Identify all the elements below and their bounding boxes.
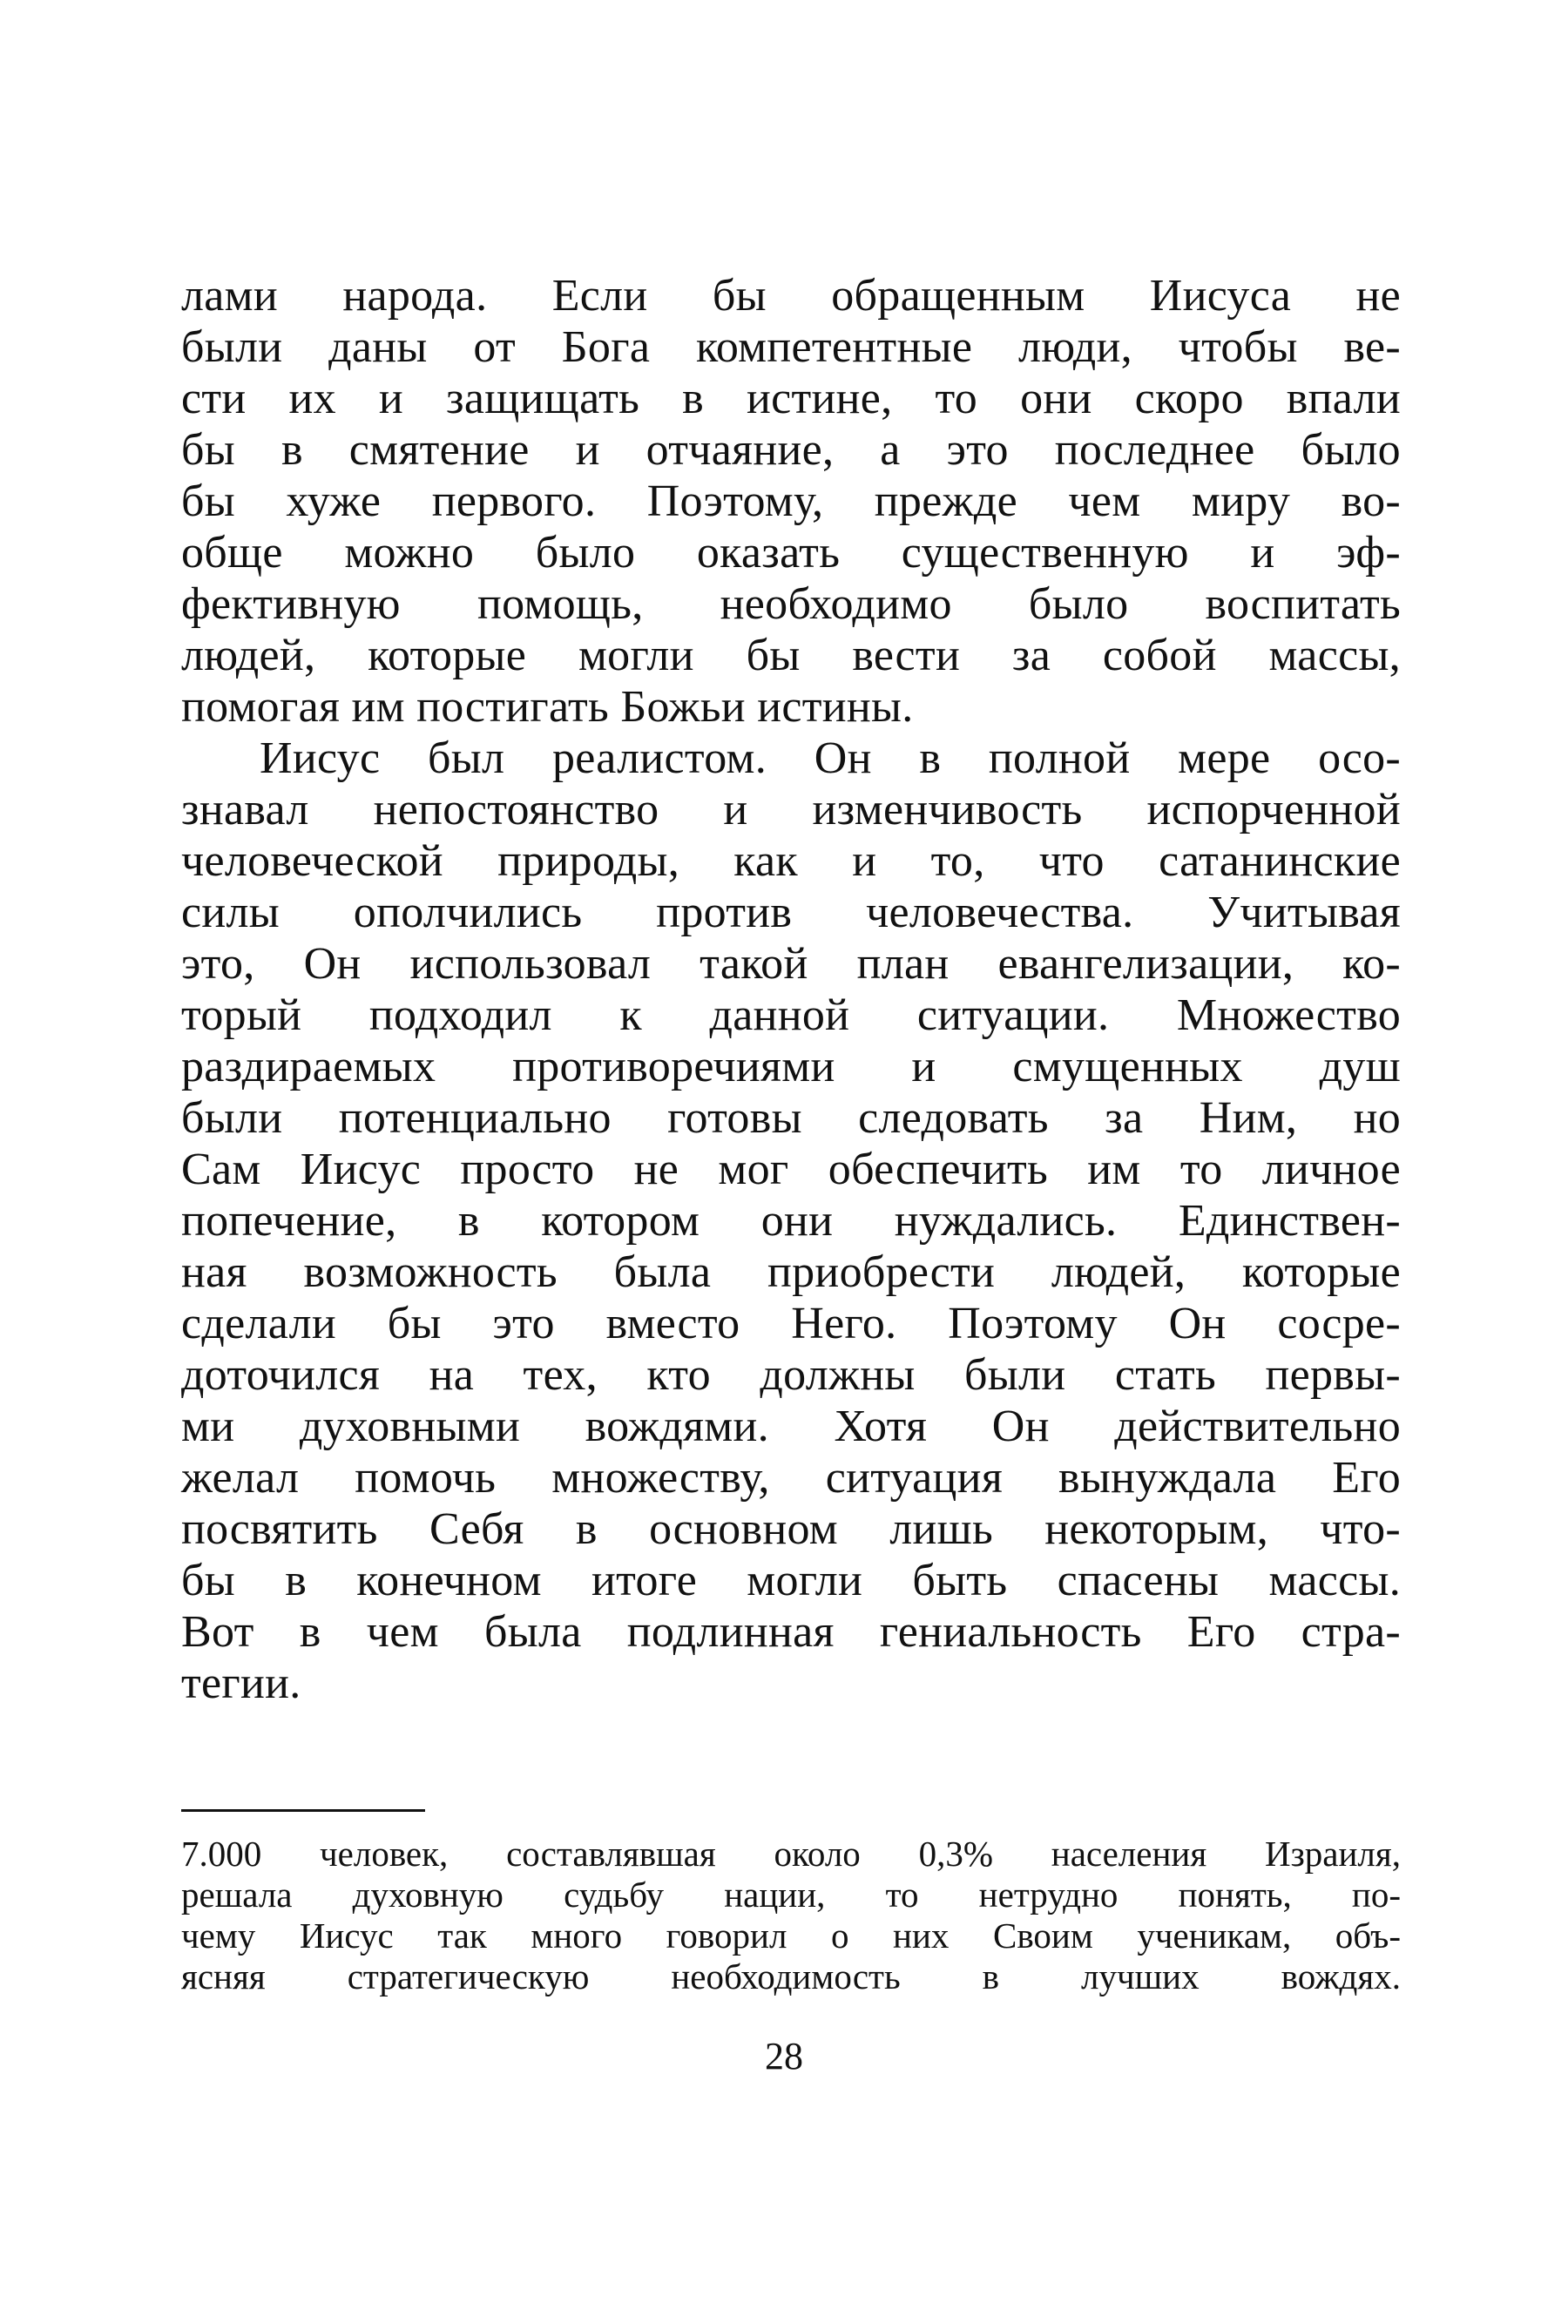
footnote xyxy=(181,1834,1401,1997)
text-line: фективную помощь, необходимо было воспитать xyxy=(181,579,1401,629)
main-text xyxy=(181,270,1401,1709)
text-line: Сам Иисус просто не мог обеспечить им то личное xyxy=(181,1145,1401,1194)
text-line: посвятить Себя в основном лишь некоторым, что- xyxy=(181,1504,1401,1554)
text-line: лами народа. Если бы обращенным Иисуса не xyxy=(181,271,1401,321)
text-line: были даны от Бога компетентные люди, чтобы ве- xyxy=(181,322,1401,372)
page-number: 28 xyxy=(765,2035,803,2077)
text-line: ми духовными вождями. Хотя Он действительно xyxy=(181,1402,1401,1451)
footnote-line: 7.000 человек, составлявшая около 0,3% населения Израиля, xyxy=(181,1834,1401,1874)
footnote-line: чему Иисус так много говорил о них Своим ученикам, объ- xyxy=(181,1915,1401,1956)
text-line: тегии. xyxy=(181,1659,301,1708)
text-line: сделали бы это вместо Него. Поэтому Он сосре- xyxy=(181,1299,1401,1348)
paragraph-1 xyxy=(181,270,1401,733)
text-line: бы в конечном итоге могли быть спасены массы. xyxy=(181,1556,1401,1605)
text-line: доточился на тех, кто должны были стать первы- xyxy=(181,1350,1401,1400)
text-line: попечение, в котором они нуждались. Единствен- xyxy=(181,1196,1401,1246)
text-line: обще можно было оказать существенную и эф- xyxy=(181,528,1401,578)
footnote-line: ясняя стратегическую необходимость в лучших вождях. xyxy=(181,1956,1401,1996)
text-line: торый подходил к данной ситуации. Множество xyxy=(181,990,1401,1040)
footnote-separator xyxy=(181,1809,425,1812)
text-line: Вот в чем была подлинная гениальность Его стра- xyxy=(181,1607,1401,1657)
text-line: силы ополчились против человечества. Учитывая xyxy=(181,888,1401,937)
text-line: людей, которые могли бы вести за собой массы, xyxy=(181,631,1401,680)
text-line: были потенциально готовы следовать за Ним, но xyxy=(181,1093,1401,1143)
text-line: знавал непостоянство и изменчивость испорченной xyxy=(181,785,1401,834)
text-line: бы в смятение и отчаяние, а это последнее было xyxy=(181,425,1401,475)
text-line: Иисус был реалистом. Он в полной мере осо- xyxy=(260,733,1401,783)
text-line: помогая им постигать Божьи истины. xyxy=(181,682,914,732)
footnote-line: решала духовную судьбу нации, то нетрудно понять, по- xyxy=(181,1875,1401,1915)
text-line: ная возможность была приобрести людей, которые xyxy=(181,1247,1401,1297)
text-line: бы хуже первого. Поэтому, прежде чем миру во- xyxy=(181,476,1401,526)
paragraph-2 xyxy=(181,733,1401,1709)
text-line: сти их и защищать в истине, то они скоро впали xyxy=(181,374,1401,423)
text-line: раздираемых противоречиями и смущенных душ xyxy=(181,1042,1401,1091)
text-line: желал помочь множеству, ситуация вынуждала Его xyxy=(181,1453,1401,1503)
text-line: это, Он использовал такой план евангелизации, ко- xyxy=(181,939,1401,989)
text-line: человеческой природы, как и то, что сатанинские xyxy=(181,836,1401,886)
